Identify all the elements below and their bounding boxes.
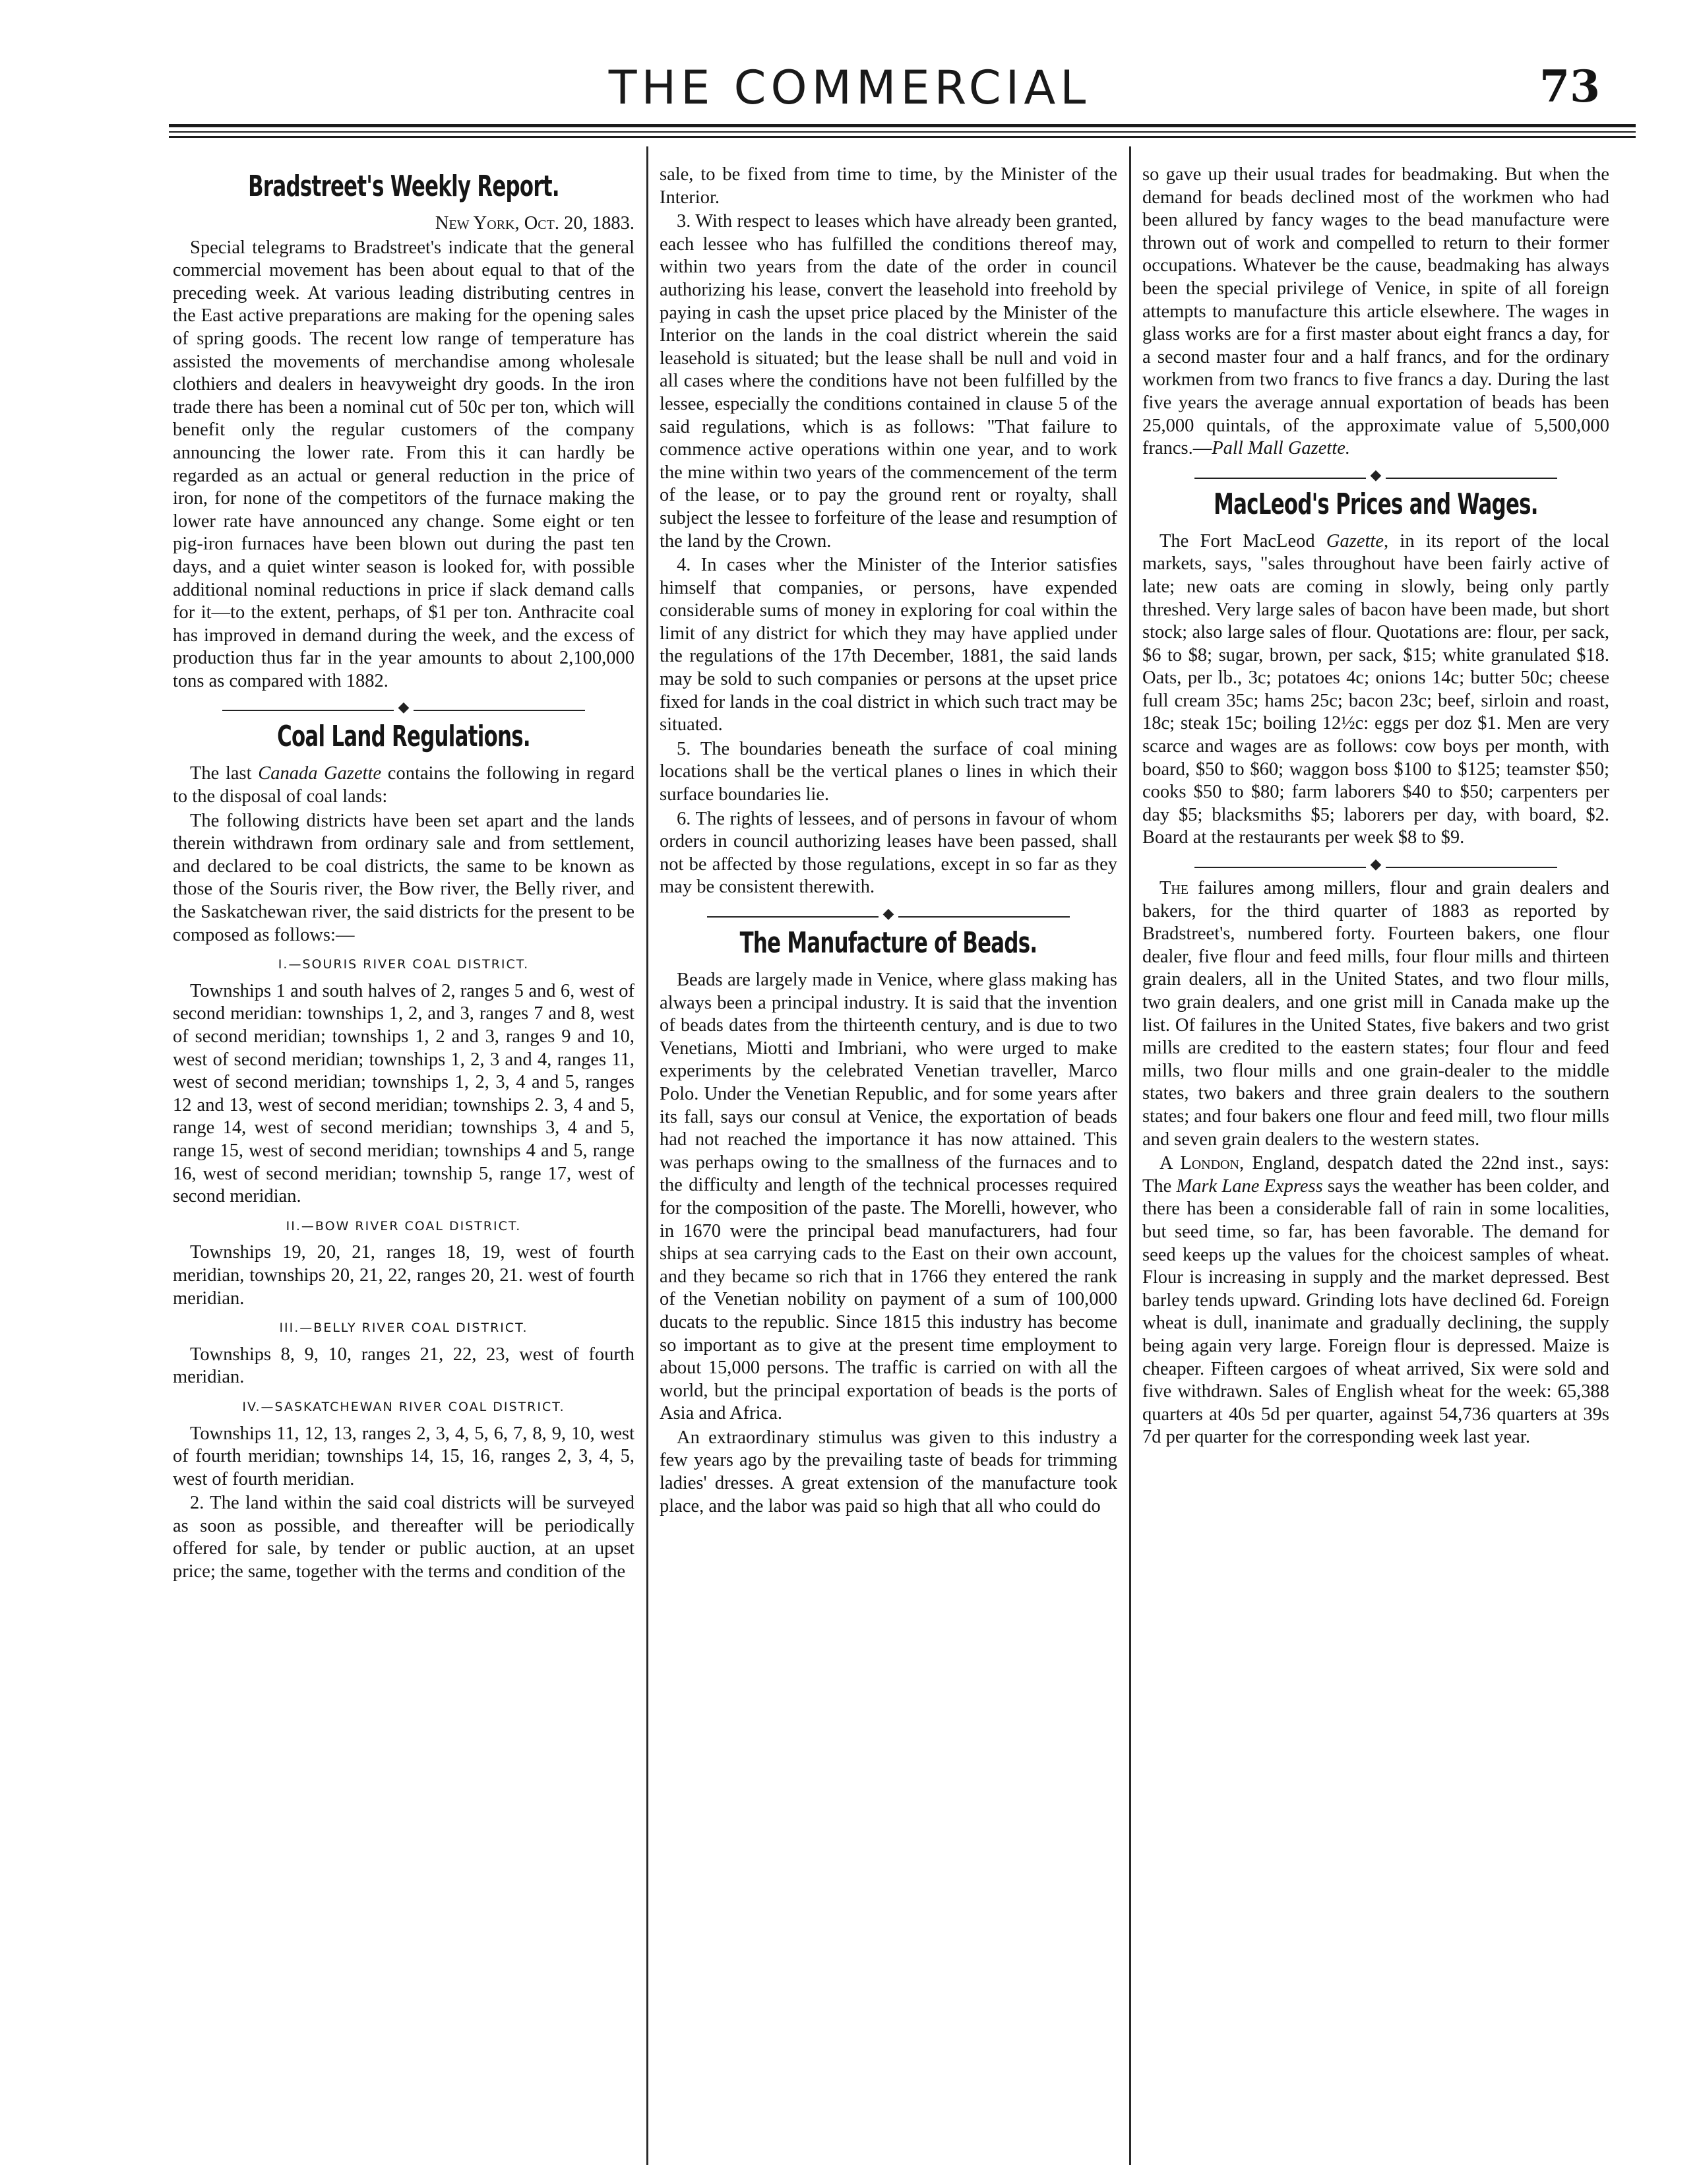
text-run: , England, despatch dated the 22nd inst., says: The: [1142, 1153, 1609, 1197]
text-run: so gave up their usual trades for beadmaking. But when the demand for beads declined most of the workmen who had been allured by fancy wages to the bead manufacture were thrown out of work and compelled to return to their former occupations. Whatever be the cause, beadmaking has always been the special privilege of Venice, in spite of all foreign attempts to manufacture this article elsewhere. The wages in glass works are for a first master about eight francs a day, for a second master four and a half francs, and for the ordinary workmen from two francs to five francs a day. During the last five years the average annual exportation of beads has been 25,000 quintals, of the approximate value of 5,500,000 francs.—: [1142, 164, 1609, 459]
column-divider-1: [646, 146, 648, 2165]
dateline: New York, Oct. 20, 1883.: [435, 213, 634, 234]
article-paragraph: Townships 11, 12, 13, ranges 2, 3, 4, 5, 6, 7, 8, 9, 10, west of fourth meridian; townships 14, 15, 16, ranges 2, 3, 4, 5, west of fourth meridian.: [173, 1423, 634, 1489]
article-paragraph: An extraordinary stimulus was given to this industry a few years ago by the prevailing taste of beads for trimming ladies' dresses. A great extension of the manufacture took place, and the labor was paid so high that all who could do: [660, 1427, 1117, 1516]
header-rule-thin: [169, 131, 1636, 133]
column-divider-2: [1129, 146, 1131, 2165]
article-paragraph: Townships 19, 20, 21, ranges 18, 19, west of fourth meridian, townships 20, 21, 22, ranges 20, 21. west of fourth meridian.: [173, 1242, 634, 1309]
subheading: II.—BOW RIVER COAL DISTRICT.: [286, 1218, 522, 1233]
publication-name: Mark Lane Express: [1176, 1175, 1323, 1197]
page-number: 73: [1539, 61, 1600, 112]
article-paragraph: 6. The rights of lessees, and of persons in favour of whom orders in council authorizing leases have been passed, shall not be affected by those regulations, except in so far as they may be consistent therewith.: [660, 808, 1117, 898]
publication-name: Gazette: [1326, 530, 1384, 551]
article-paragraph: 3. With respect to leases which have already been granted, each lessee who has fulfilled the conditions thereof may, within two years from the date of the order in council authorizing his lease, convert the leasehold into freehold by paying in cash the upset price placed by the Minister of the Interior on the lands in the coal district wherein the said leasehold is situated; but the lease shall be null and void in all cases where the conditions have not been fulfilled by the lessee, especially the conditions contained in clause 5 of the said regulations, which is as follows: "That failure to commence active operations within one year, and to work the mine within two years of the commencement of the term of the lease, or to pay the ground rent or royalty, shall subject the lessee to forfeiture of the lease and resumption of the land by the Crown.: [660, 211, 1117, 551]
article-paragraph: [1142, 1152, 1609, 1449]
subheading: IV.—SASKATCHEWAN RIVER COAL DISTRICT.: [242, 1399, 565, 1414]
article-paragraph: The following districts have been set apart and the lands therein withdrawn from ordinary sale and from settlement, and declared to be coal districts, the same to be known as those of the Souris river, the Bow river, the Belly river, and the Saskatchewan river, the said districts for the present to be composed as follows:—: [173, 810, 634, 945]
header-rule-bottom: [169, 136, 1636, 138]
column-1: [173, 164, 634, 1585]
separator: ◆: [1142, 464, 1609, 482]
publication-name: Pall Mall Gazette.: [1212, 438, 1351, 459]
article-paragraph: Townships 8, 9, 10, ranges 21, 22, 23, west of fourth meridian.: [173, 1344, 634, 1388]
article-paragraph: 5. The boundaries beneath the surface of coal mining locations shall be the vertical planes o lines in which their surface boundaries lie.: [660, 738, 1117, 805]
headline-coal-land: Coal Land Regulations.: [277, 720, 530, 754]
subheading: III.—BELLY RIVER COAL DISTRICT.: [279, 1321, 528, 1336]
separator: ◆: [1142, 854, 1609, 871]
text-run: says the weather has been colder, and there has been a considerable fall of rain in some localities, but seed time, so far, has been favorable. The demand for seed keeps up the values for the choicest samples of wheat. Flour is increasing in supply and the market depressed. Best barley tends upward. Grinding lots have declined 6d. Foreign wheat is dull, inanimate and gradually declining, the supply being again very large. Foreign flour is depressed. Maize is cheaper. Fifteen cargoes of wheat arrived, Six were sold and five withdrawn. Sales of English wheat for the week: 65,388 quarters at 40s 5d per quarter, against 54,736 quarters at 39s 7d per quarter for the corresponding week last year.: [1142, 1175, 1609, 1448]
publication-name: Canada Gazette: [258, 763, 382, 784]
text-run: , in its report of the local markets, says, "sales throughout have been fairly active of late; new oats are coming in slowly, being only partly threshed. Very large sales of bacon have been made, but short stock; also large sales of flour. Quotations are: flour, per sack, $6 to $8; sugar, brown, per sack, $15; white granulated $18. Oats, per lb., 3c; potatoes 4c; onions 14c; butter 50c; cheese full cream 35c; hams 25c; bacon 23c; beef, sirloin and roast, 18c; steak 15c; boiling 12½c: eggs per doz $1. Men are very scarce and wages are as follows: cow boys per month, with board, $50 to $60; waggon boss $100 to $125; teamster $50; cooks $50 to $80; farm laborers $40 to $50; carpenters per day $5; blacksmiths $5; laborers per day, with board, $2. Board at the restaurants per week $8 to $9.: [1142, 530, 1609, 848]
text-run: failures among millers, flour and grain dealers and bakers, for the third quarter of 1883 as reported by Bradstreet's, numbered forty. Fourteen bakers, one flour dealer, five flour and feed mills, four flour mills and thirteen grain dealers, all in the United States, and two flour mills, two grain dealers, and one grist mill in Canada make up the list. Of failures in the United States, five bakers and two grist mills are credited to the eastern states; four flour and feed mills, two flour mills and one grain-dealer to the middle states, two bakers and three grain dealers to the southern states; and four bakers one flour and feed mill, two flour mills and seven grain dealers to the western states.: [1142, 878, 1609, 1150]
separator: ◆: [660, 903, 1117, 920]
headline-bradstreets: Bradstreet's Weekly Report.: [248, 170, 559, 203]
subheading: I.—SOURIS RIVER COAL DISTRICT.: [278, 957, 530, 972]
headline-beads: The Manufacture of Beads.: [739, 926, 1037, 960]
newspaper-title: THE COMMERCIAL: [608, 61, 1091, 115]
text-run: The last: [190, 763, 259, 784]
article-paragraph: sale, to be fixed from time to time, by the Minister of the Interior.: [660, 164, 1117, 208]
header-rule-thick: [169, 124, 1636, 127]
text-run: A London: [1159, 1153, 1239, 1174]
article-paragraph: [1142, 877, 1609, 1151]
article-paragraph: 4. In cases wher the Minister of the Interior satisfies himself that companies, or persons, have expended considerable sums of money in exploring for coal within the limit of any district for which they may have applied under the regulations of the 17th December, 1881, the said lands may be sold to such companies or persons at the upset price fixed for lands in the coal district in which such tract may be situated.: [660, 555, 1117, 735]
text-run: The Fort MacLeod: [1159, 530, 1326, 551]
article-paragraph: 2. The land within the said coal districts will be surveyed as soon as possible, and thereafter will be periodically offered for sale, by tender or public auction, at an upset price; the same, together with the terms and condition of the: [173, 1493, 634, 1582]
article-paragraph: Townships 1 and south halves of 2, ranges 5 and 6, west of second meridian: townships 1, 2, and 3, ranges 7 and 8, west of second meridian; townships 1, 2 and 3, ranges 9 and 10, west of second meridian; townships 1, 2, 3 and 4, ranges 11, west of second meridian; townships 1, 2, 3, 4 and 5, ranges 12 and 13, west of second meridian; townships 2. 3, 4 and 5, range 14, west of second meridian; townships 3, 4 and 5, range 15, west of second meridian; townships 4 and 5, range 16, west of second meridian; township 5, range 17, west of second meridian.: [173, 980, 634, 1207]
article-paragraph: [1142, 164, 1609, 460]
headline-macleod: MacLeod's Prices and Wages.: [1214, 487, 1538, 521]
separator: ◆: [173, 697, 634, 714]
text-run: The: [1159, 878, 1189, 899]
text-run: contains the following in regard to the disposal of coal lands:: [173, 763, 634, 807]
article-paragraph: Special telegrams to Bradstreet's indicate that the general commercial movement has been about equal to that of the preceding week. At various leading distributing centres in the East active preparations are making for the opening sales of spring goods. The recent low range of temperature has assisted the movements of merchandise among wholesale clothiers and dealers in heavyweight dry goods. In the iron trade there has been a nominal cut of 50c per ton, which will benefit only the regular customers of the company announcing the lower rate. From this it can hardly be regarded as an actual or general reduction in the price of iron, for none of the competitors of the furnace making the lower rate have announced any change. Some eight or ten pig-iron furnaces have been blown out during the past ten days, and a quiet winter season is looked for, with possible additional nominal reductions in price if slack demand calls for it—to the extent, perhaps, of $1 per ton. Anthracite coal has improved in demand during the week, and the excess of production thus far in the year amounts to about 2,100,000 tons as compared with 1882.: [173, 237, 634, 691]
column-2: [660, 164, 1117, 1519]
article-paragraph: Beads are largely made in Venice, where glass making has always been a principal industry. It is said that the invention of beads dates from the thirteenth century, and is due to two Venetians, Miotti and Imbriani, who were urged to make experiments by the celebrated Venetian traveller, Marco Polo. Under the Venetian Republic, and for some years after its fall, says our consul at Venice, the exportation of beads had not reached the importance it has now attained. This was perhaps owing to the smallness of the furnaces and to the difficulty and length of the technical processes required for the composition of the paste. The Morelli, however, who in 1670 were the principal bead manufacturers, had four ships at sea carrying cads to the East on their own account, and they became so rich that in 1766 they entered the rank of the Venetian nobility on payment of a sum of 100,000 ducats to the republic. Since 1815 this industry has become so important as to give at the present time employment to about 15,000 persons. The traffic is carried on with all the world, but the principal exportation of beads is the ports of Asia and Africa.: [660, 970, 1117, 1424]
column-3: [1142, 164, 1609, 1451]
article-paragraph: [173, 763, 634, 808]
article-paragraph: [1142, 530, 1609, 850]
masthead: [0, 61, 1699, 119]
